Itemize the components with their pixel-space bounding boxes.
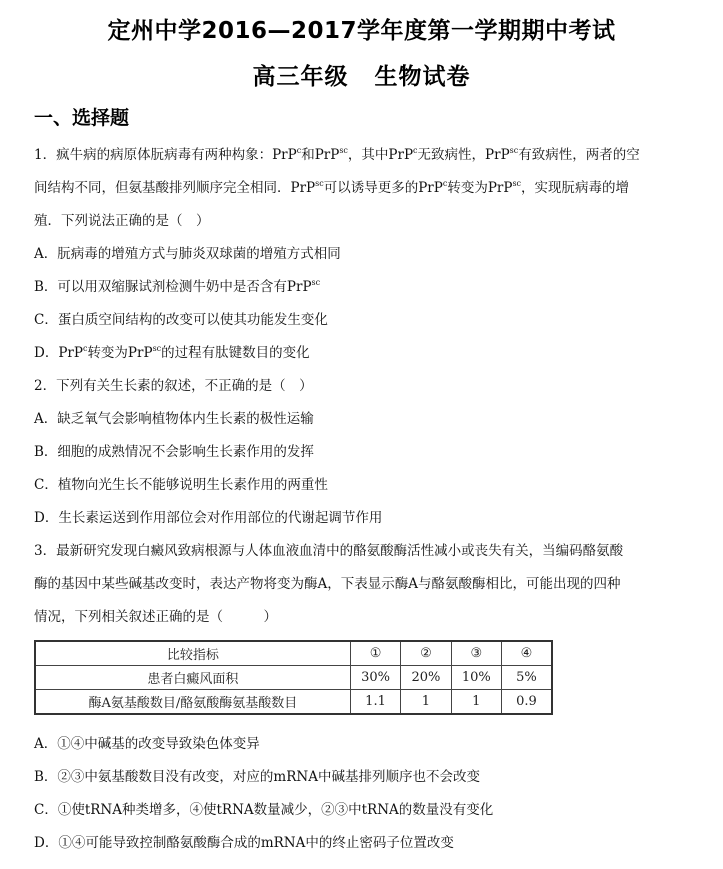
superscript: c <box>442 179 448 188</box>
q1-option-c: C．蛋白质空间结构的改变可以使其功能发生变化 <box>34 312 328 328</box>
q2-option-d: D．生长素运送到作用部位会对作用部位的代谢起调节作用 <box>34 510 383 526</box>
table-cell: 5% <box>501 666 552 690</box>
q2-option-c: C．植物向光生长不能够说明生长素作用的两重性 <box>34 477 328 493</box>
q1-stem-line2 <box>34 179 694 197</box>
q1-text: 间结构不同，但氨基酸排列顺序完全相同．PrP <box>34 180 316 196</box>
q1-text: 转变为PrP <box>447 180 513 196</box>
q1-option-d-text: 转变为PrP <box>87 345 153 361</box>
q3-stem-line2: 酶的基因中某些碱基改变时，表达产物将变为酶A，下表显示酶A与酪氨酸酶相比，可能出现的四种 <box>34 576 621 592</box>
superscript: sc <box>152 344 162 353</box>
section-heading: 一、选择题 <box>34 107 130 129</box>
table-cell: 酶A氨基酸数目/酪氨酸酶氨基酸数目 <box>35 690 350 715</box>
exam-subtitle <box>0 58 723 91</box>
superscript: c <box>413 146 418 155</box>
table-cell: ③ <box>451 641 501 666</box>
superscript: sc <box>315 179 324 188</box>
q3-option-c: C．①使tRNA种类增多，④使tRNA数量减少，②③中tRNA的数量没有变化 <box>34 802 494 818</box>
q1-text: 有致病性，两者的空 <box>518 147 640 163</box>
table-header-row <box>35 641 552 666</box>
table-cell: 1.1 <box>350 690 400 715</box>
subject-label: 生物试卷 <box>374 64 471 90</box>
q1-text: 和PrP <box>301 147 340 163</box>
q1-option-d-text: D．PrP <box>34 345 83 361</box>
grade-label: 高三年级 <box>252 64 349 90</box>
q2-option-a: A．缺乏氧气会影响植物体内生长素的极性运输 <box>34 411 314 427</box>
superscript: sc <box>339 146 348 155</box>
q1-option-a: A．朊病毒的增殖方式与肺炎双球菌的增殖方式相同 <box>34 246 341 262</box>
superscript: sc <box>509 146 519 155</box>
table-cell: 1 <box>451 690 501 715</box>
q2-option-b: B．细胞的成熟情况不会影响生长素作用的发挥 <box>34 444 314 460</box>
table-row <box>35 666 552 690</box>
comparison-table <box>34 640 553 715</box>
q1-text: ，实现朊病毒的增 <box>521 180 630 196</box>
q1-text: 1．疯牛病的病原体朊病毒有两种构象：PrP <box>34 147 297 163</box>
q3-option-d: D．①④可能导致控制酪氨酸酶合成的mRNA中的终止密码子位置改变 <box>34 835 454 851</box>
q3-option-a: A．①④中碱基的改变导致染色体变异 <box>34 736 260 752</box>
q3-option-b: B．②③中氨基酸数目没有改变，对应的mRNA中碱基排列顺序也不会改变 <box>34 769 480 785</box>
q3-stem-line1: 3．最新研究发现白癜风致病根源与人体血液血清中的酪氨酸酶活性减小或丧失有关，当编码酪氨酸 <box>34 543 624 559</box>
table-cell: 20% <box>401 666 451 690</box>
table-cell: ④ <box>501 641 552 666</box>
table-cell: 患者白癜风面积 <box>35 666 350 690</box>
table-cell: ② <box>401 641 451 666</box>
exam-title: 定州中学2016—2017学年度第一学期期中考试 <box>107 18 616 44</box>
table-cell: 比较指标 <box>35 641 350 666</box>
superscript: c <box>296 146 302 155</box>
table-cell: 10% <box>451 666 501 690</box>
q1-option-b-text: B．可以用双缩脲试剂检测牛奶中是否含有PrP <box>34 279 312 295</box>
table-cell: 0.9 <box>501 690 552 715</box>
superscript: sc <box>311 278 321 287</box>
superscript: sc <box>512 179 522 188</box>
table-row <box>35 690 552 715</box>
table-cell: 30% <box>350 666 400 690</box>
superscript: c <box>82 344 88 353</box>
q1-stem-line1 <box>34 146 694 164</box>
q1-text: 无致病性，PrP <box>417 147 510 163</box>
table-cell: ① <box>350 641 400 666</box>
q1-stem-line3: 殖．下列说法正确的是（ ） <box>34 213 210 229</box>
q1-option-b <box>34 278 694 296</box>
q1-text: 可以诱导更多的PrP <box>323 180 443 196</box>
q1-text: ，其中PrP <box>347 147 414 163</box>
q2-stem: 2．下列有关生长素的叙述，不正确的是（ ） <box>34 378 313 394</box>
q3-stem-line3: 情况，下列相关叙述正确的是（ ） <box>34 609 277 625</box>
q1-option-d <box>34 344 694 362</box>
table-cell: 1 <box>401 690 451 715</box>
q1-option-d-text: 的过程有肽键数目的变化 <box>161 345 310 361</box>
